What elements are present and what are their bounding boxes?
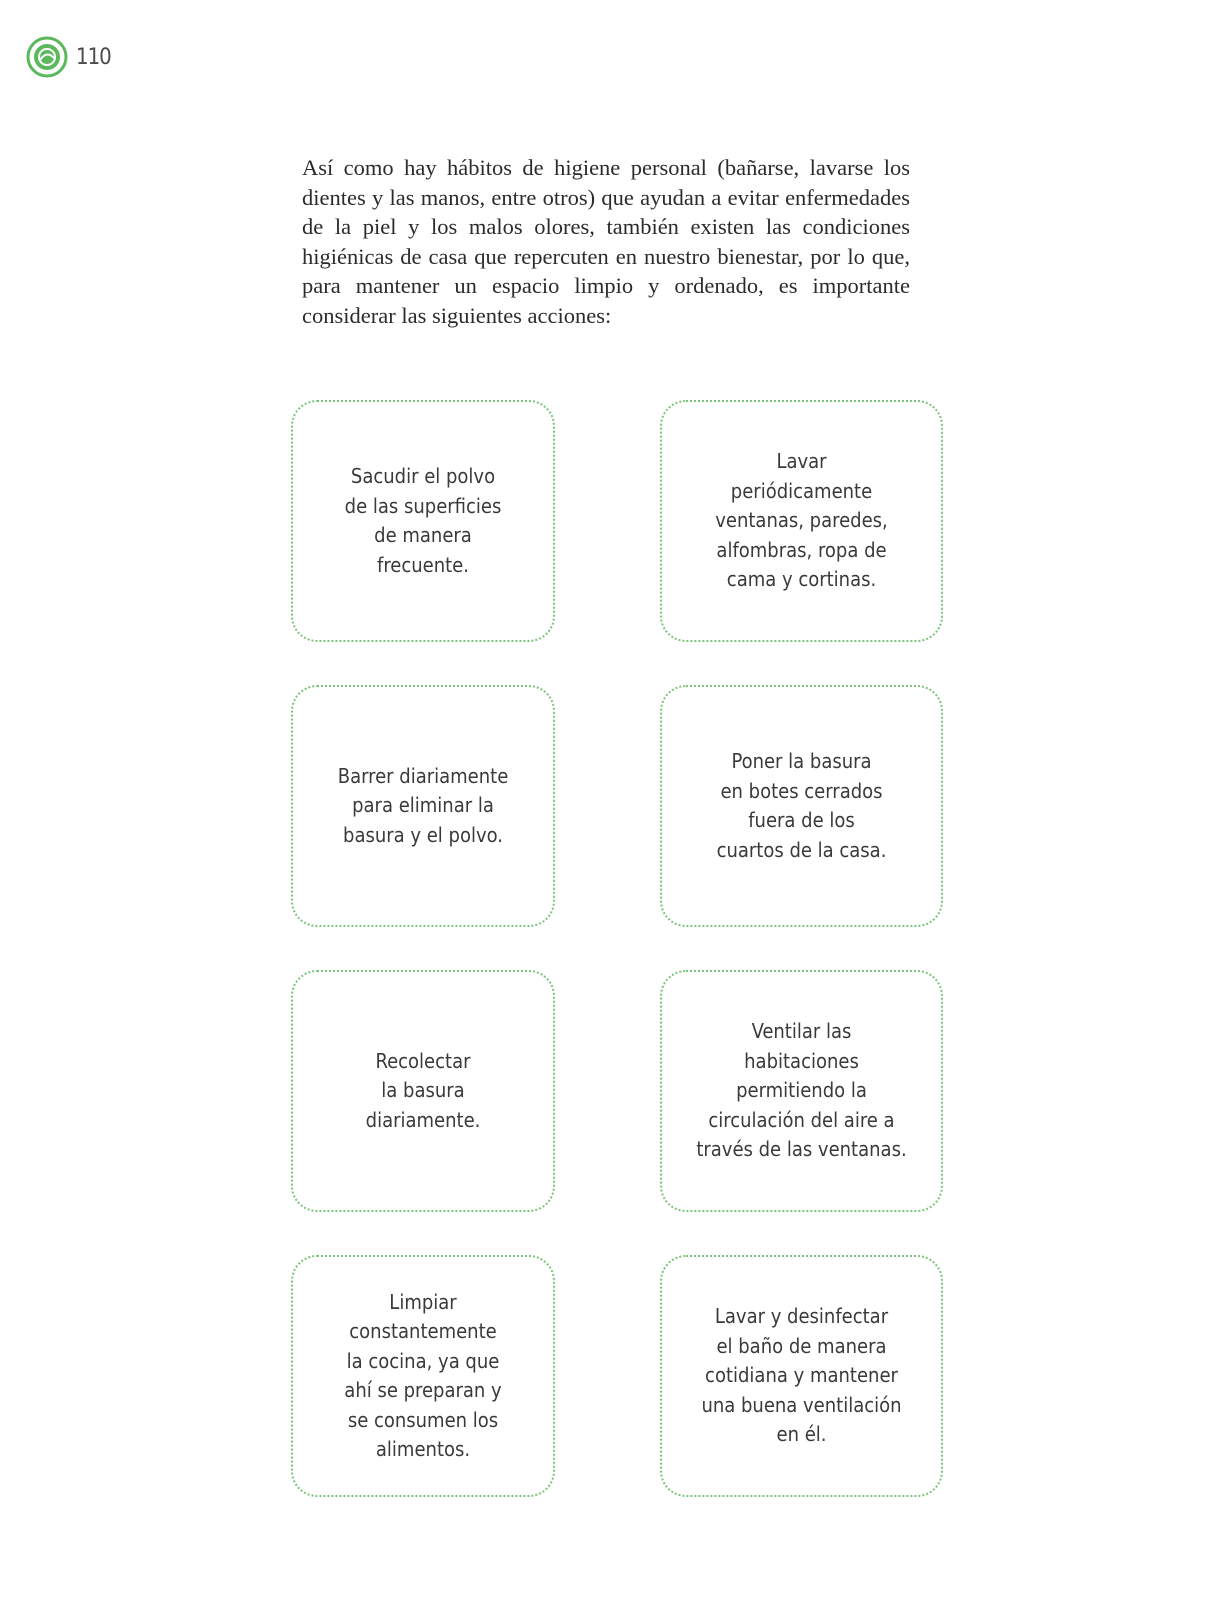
action-card-text: Ventilar las habitaciones permitiendo la circulación del aire a través de las ventanas.	[696, 1019, 907, 1162]
action-card	[291, 685, 555, 927]
action-card	[660, 400, 943, 642]
page-number: 110	[76, 44, 111, 70]
intro-paragraph: Así como hay hábitos de higiene personal (bañarse, lavarse los dientes y las manos, entre otros) que ayudan a evitar enfermedades de la piel y los malos olores, también existen las condiciones higiénicas de casa que repercuten en nuestro bienestar, por lo que, para mantener un espacio limpio y ordenado, es importante considerar las siguientes acciones:	[302, 155, 910, 328]
green-circle-emblem-icon	[26, 36, 68, 78]
action-card-text: Poner la basura en botes cerrados fuera de los cuartos de la casa.	[716, 749, 887, 862]
action-card	[291, 400, 555, 642]
action-card	[660, 685, 943, 927]
action-card	[291, 1255, 555, 1497]
action-card-text: Limpiar constantemente la cocina, ya que ahí se preparan y se consumen los alimentos.	[344, 1289, 502, 1461]
action-card-text: Lavar y desinfectar el baño de manera cotidiana y mantener una buena ventilación en él.	[701, 1304, 902, 1447]
action-card	[291, 970, 555, 1212]
action-card-text: Sacudir el polvo de las superficies de manera frecuente.	[344, 464, 502, 577]
action-card-text: Lavar periódicamente ventanas, paredes, alfombras, ropa de cama y cortinas.	[715, 449, 888, 592]
action-card-text: Recolectar la basura diariamente.	[365, 1048, 481, 1132]
action-card	[660, 1255, 943, 1497]
page-header	[26, 36, 111, 78]
action-card-text: Barrer diariamente para eliminar la basura y el polvo.	[337, 763, 509, 847]
action-card	[660, 970, 943, 1212]
